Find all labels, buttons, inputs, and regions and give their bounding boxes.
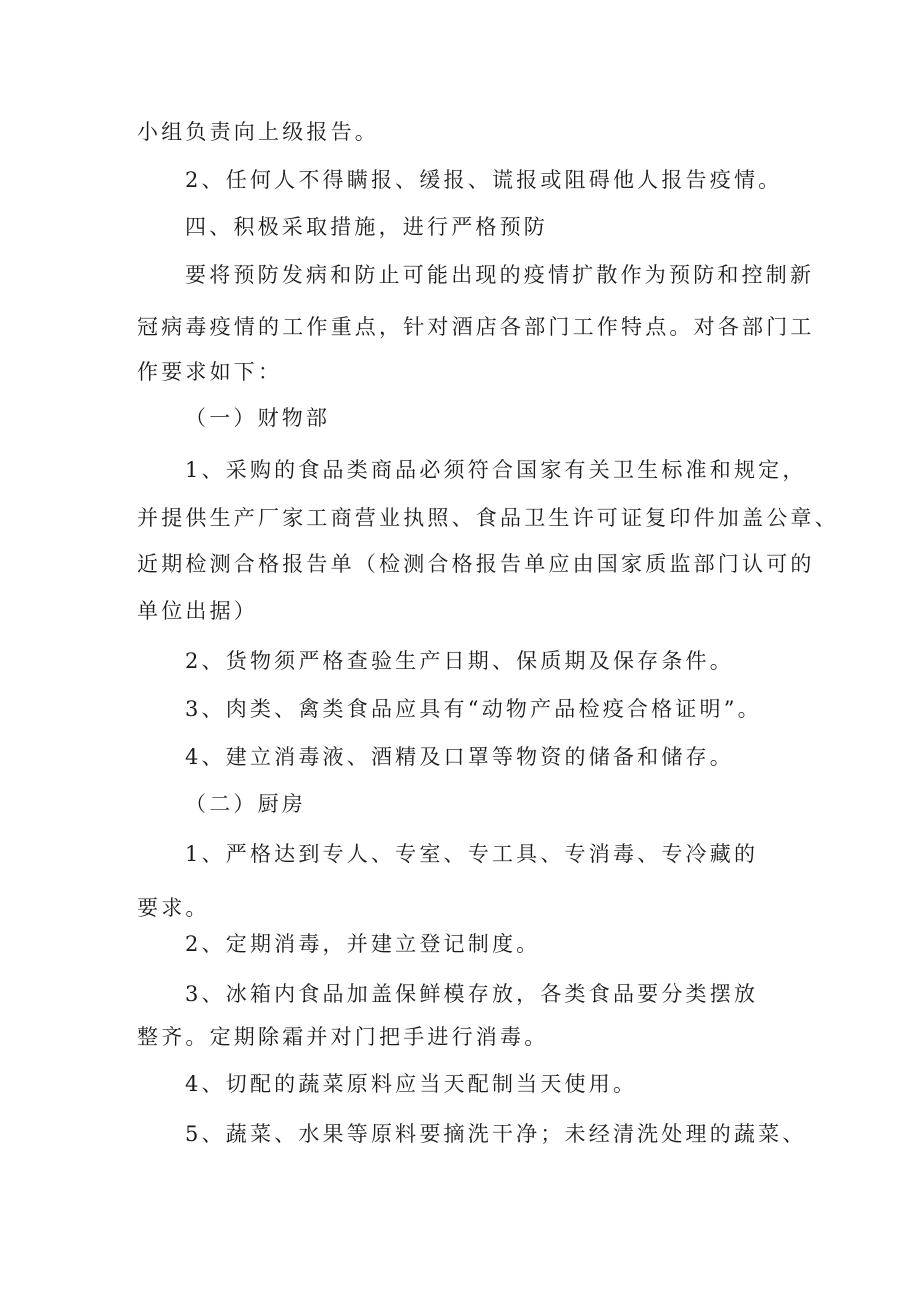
text-line: 4、建立消毒液、酒精及口罩等物资的储备和储存。 [185, 745, 734, 769]
text-line: 并提供生产厂家工商营业执照、食品卫生许可证复印件加盖公章、 [137, 506, 839, 530]
text-line: 整齐。定期除霜并对门把手进行消毒。 [137, 1025, 549, 1049]
text-line: 要求。 [137, 896, 210, 920]
text-line: 1、严格达到专人、专室、专工具、专消毒、专冷藏的 [185, 842, 759, 866]
text-line: 单位出据） [137, 599, 258, 623]
text-line: 作要求如下： [137, 360, 283, 384]
text-line: 2、定期消毒，并建立登记制度。 [185, 932, 541, 956]
subsection-heading: （二）厨房 [185, 792, 306, 816]
text-line: 要将预防发病和防止可能出现的疫情扩散作为预防和控制新 [185, 263, 815, 287]
text-line: 1、采购的食品类商品必须符合国家有关卫生标准和规定， [185, 458, 807, 482]
text-line: 小组负责向上级报告。 [137, 120, 379, 144]
text-line: 4、切配的蔬菜原料应当天配制当天使用。 [185, 1072, 638, 1096]
text-line: 2、货物须严格查验生产日期、保质期及保存条件。 [185, 649, 734, 673]
text-line: 近期检测合格报告单（检测合格报告单应由国家质监部门认可的 [137, 552, 815, 576]
section-heading: 四、积极采取措施，进行严格预防 [185, 215, 548, 239]
text-line: 2、任何人不得瞒报、缓报、谎报或阻碍他人报告疫情。 [185, 168, 783, 192]
text-line: 3、肉类、禽类食品应具有“动物产品检疫合格证明”。 [185, 697, 762, 721]
subsection-heading: （一）财物部 [185, 406, 331, 430]
text-line: 冠病毒疫情的工作重点，针对酒店各部门工作特点。对各部门工 [137, 315, 815, 339]
text-line: 5、蔬菜、水果等原料要摘洗干净；未经清洗处理的蔬菜、 [185, 1122, 807, 1146]
text-line: 3、冰箱内食品加盖保鲜模存放，各类食品要分类摆放 [185, 982, 759, 1006]
